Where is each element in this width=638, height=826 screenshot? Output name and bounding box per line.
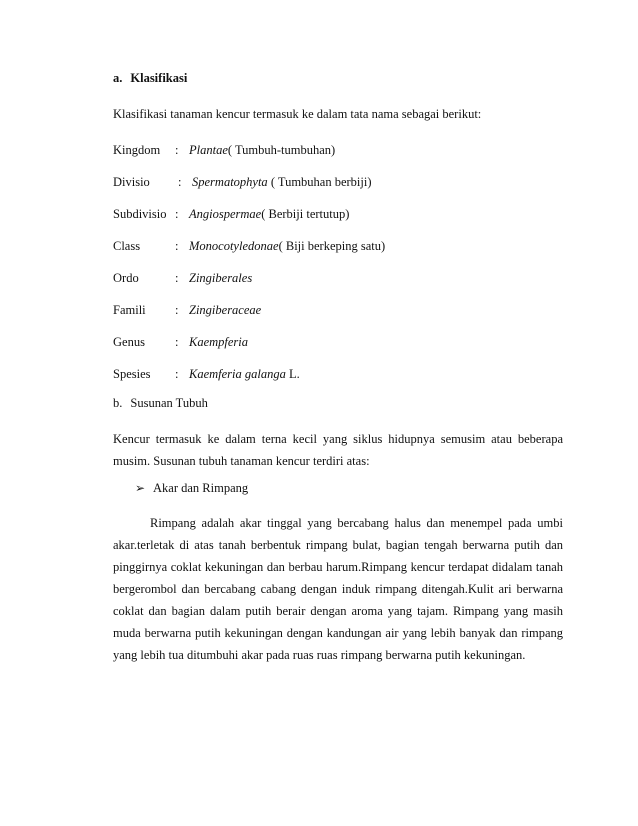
row-key: Subdivisio	[113, 207, 167, 221]
bullet-item	[135, 480, 248, 496]
row-value-latin: Kaempferia	[189, 335, 249, 349]
row-key: Ordo	[113, 271, 139, 285]
classification-row-subdivisio	[113, 206, 349, 222]
row-separator: :	[175, 367, 179, 381]
body-paragraph-structure: Kencur termasuk ke dalam terna kecil yang siklus hidupnya semusim atau beberapa musim. Susunan tubuh tanaman kencur terdiri atas:	[113, 432, 563, 468]
row-value-latin: Kaemferia galanga	[189, 367, 286, 381]
bullet-label: Akar dan Rimpang	[153, 481, 249, 495]
row-value-note: ( Biji berkeping satu)	[278, 239, 386, 253]
body-paragraph-rhizome: Rimpang adalah akar tinggal yang bercabang halus dan menempel pada umbi akar.terletak di atas tanah berbentuk rimpang bulat, bagian tengah berwarna putih dan pinggirnya coklat kekuningan dan berbau harum.Rimpang kencur terdapat didalam tanah bergerombol dan bercabang cabang dengan induk rimpang ditengah.Kulit ari berwarna coklat dan bagian dalam putih berair dengan aroma yang tajam. Rimpang yang masih muda berwarna putih kekuningan dengan kandungan air yang lebih banyak dan rimpang yang lebih tua ditumbuhi akar pada ruas ruas rimpang berwarna putih kekuningan.	[113, 516, 563, 662]
classification-row-class	[113, 238, 385, 254]
row-value-note: ( Berbiji tertutup)	[261, 207, 350, 221]
section-a-title: Klasifikasi	[130, 71, 188, 85]
row-value-latin: Zingiberales	[189, 271, 253, 285]
row-key: Genus	[113, 335, 145, 349]
section-b-marker: b.	[113, 396, 123, 410]
row-value-note: L.	[285, 367, 300, 381]
classification-row-kingdom	[113, 142, 335, 158]
classification-row-divisio	[113, 174, 372, 190]
row-separator: :	[175, 239, 179, 253]
classification-row-genus	[113, 334, 248, 350]
classification-row-spesies	[113, 366, 300, 382]
row-separator: :	[175, 143, 179, 157]
row-value-latin: Angiospermae	[189, 207, 262, 221]
arrow-bullet-icon: ➢	[135, 481, 146, 495]
section-a-marker: a.	[113, 71, 123, 85]
classification-intro: Klasifikasi tanaman kencur termasuk ke dalam tata nama sebagai berikut:	[113, 107, 482, 121]
row-value-latin: Zingiberaceae	[189, 303, 262, 317]
row-key: Spesies	[113, 367, 151, 381]
section-b-heading	[113, 395, 208, 411]
row-separator: :	[175, 335, 179, 349]
row-separator: :	[175, 303, 179, 317]
row-key: Divisio	[113, 175, 150, 189]
row-value-latin: Spermatophyta	[192, 175, 268, 189]
row-key: Kingdom	[113, 143, 161, 157]
row-separator: :	[178, 175, 182, 189]
row-value-note: ( Tumbuh-tumbuhan)	[227, 143, 336, 157]
classification-row-famili	[113, 302, 261, 318]
row-key: Famili	[113, 303, 146, 317]
section-a-heading	[113, 70, 187, 86]
row-key: Class	[113, 239, 141, 253]
row-value-latin: Monocotyledonae	[189, 239, 279, 253]
row-separator: :	[175, 207, 179, 221]
classification-row-ordo	[113, 270, 252, 286]
row-value-note: ( Tumbuhan berbiji)	[267, 175, 372, 189]
row-separator: :	[175, 271, 179, 285]
section-b-title: Susunan Tubuh	[130, 396, 208, 410]
row-value-latin: Plantae	[189, 143, 228, 157]
